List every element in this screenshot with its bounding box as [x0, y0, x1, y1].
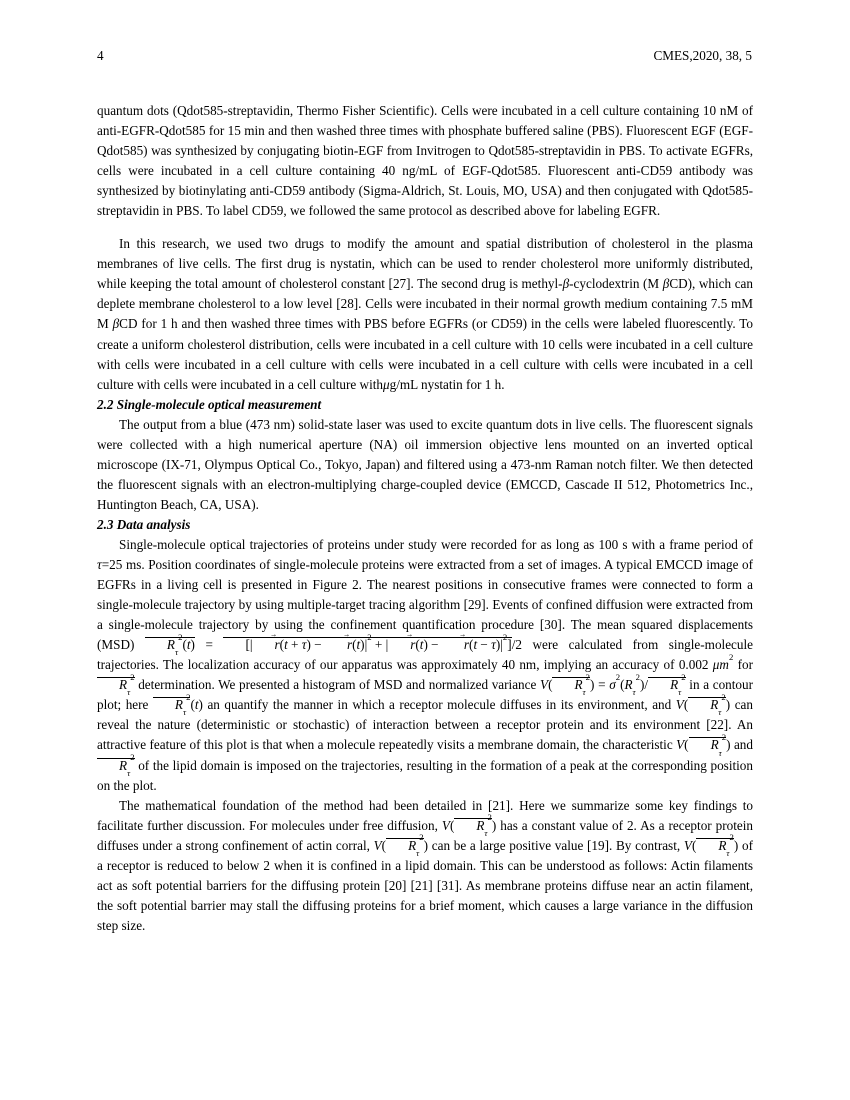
equals-sign: =	[205, 637, 213, 653]
open-paren: (	[415, 637, 420, 653]
exponent-two: 2	[615, 671, 621, 682]
exponent-two: 2	[721, 731, 727, 742]
para4-segment-5: determination. We presented a histogram of MSD and normalized variance	[134, 677, 541, 693]
open-paren: (	[449, 817, 455, 833]
para2-segment-2: -cyclodextrin (M	[569, 276, 663, 292]
open-paren: (	[279, 637, 285, 653]
mean-R-tau-squared	[688, 691, 726, 718]
variance-of-msd	[676, 731, 731, 758]
divide-by-two: /2	[511, 637, 522, 653]
open-paren: (	[469, 637, 474, 653]
t-symbol: t	[419, 637, 424, 653]
beta-symbol: β	[112, 316, 120, 332]
para5-segment-2: has a constant value of 2. As a receptor protein diffuses under a strong confinement of actin corral,	[97, 817, 753, 853]
exponent-two: 2	[728, 651, 734, 662]
para4-segment-4: for	[733, 657, 753, 673]
journal-reference: CMES,2020, 38, 5	[653, 48, 752, 63]
R-symbol: R	[119, 677, 128, 693]
R-symbol: R	[166, 637, 175, 653]
open-paren: (	[684, 737, 689, 753]
tau-subscript: τ	[484, 827, 488, 838]
tau-subscript: τ	[582, 687, 586, 698]
minus-sign: −	[431, 637, 439, 653]
tau-subscript: τ	[182, 707, 187, 718]
paragraph-optical-setup: The output from a blue (473 nm) solid-state laser was used to excite quantum dots in live cells. The fluorescent signals were collected with a high numerical aperture (NA) oil immersion objective lens mounted on an inverted optical microscope (IX-71, Olympus Optical Co., Tokyo, Japan) and filtered using a 473-nm Raman notch filter. We then detected the fluorescent signals with an electron-multiplying charge-coupled device (EMCCD, Cascade II 512, Photometrics Inc., Huntington Beach, CA, USA).	[97, 416, 753, 512]
msd-definition-formula	[145, 631, 522, 658]
para2-segment-4: CD for 1 h and then washed three times with PBS before EGFRs (or CD59) in the cells were labeled fluorescently. To create a uniform cholesterol distribution, cells were incubated in a cell culture with 10 cells were incubated in a cell culture with cells were incubated in a cell culture with cells were incubated in a cell culture with cells were incubated in a cell culture with	[97, 316, 753, 392]
R-symbol: R	[710, 697, 719, 713]
beta-symbol: β	[662, 276, 670, 292]
exponent-two: 2	[721, 691, 726, 702]
r-vector: r →	[325, 638, 352, 651]
plus-sign: +	[374, 637, 383, 653]
tau-symbol: τ	[491, 637, 496, 653]
para4-segment-9: and	[730, 737, 753, 753]
close-paren: )	[360, 637, 365, 653]
r-vector: r →	[388, 638, 415, 651]
para5-segment-1: The mathematical foundation of the method had been detailed in [21]. Here we summarize some key findings to facilitate further discussion. For molecules under free diffusion,	[97, 797, 753, 833]
plus-sign: +	[291, 637, 299, 653]
tau-subscript: τ	[416, 847, 420, 858]
division-slash: /	[644, 677, 649, 693]
exponent-two: 2	[487, 812, 492, 823]
close-paren: )	[198, 697, 203, 713]
open-paren: (	[352, 637, 357, 653]
tau-subscript: τ	[718, 747, 722, 758]
exponent-two: 2	[502, 631, 508, 642]
para4-segment-7: an quantify the manner in which a receptor molecule diffuses in its environment, and	[202, 697, 676, 713]
R-symbol: R	[119, 757, 128, 773]
V-symbol: V	[540, 677, 549, 693]
msd-expression-overline-group	[223, 631, 512, 653]
variance-of-msd	[675, 691, 731, 718]
variance-of-msd	[373, 832, 429, 858]
para5-segment-4: of a receptor is reduced to below 2 when it is confined in a lipid domain. This can be understood as follows: Actin filaments act as soft potential barriers for the diffusing protein [20] [21] [31]. As membrane proteins diffuse near an actin filament, the soft potential barrier may stall the diffusing proteins for a brief moment, which causes a large variance in the diffusion step size.	[97, 837, 753, 933]
mean-R-tau-squared	[689, 731, 727, 758]
t-symbol: t	[473, 637, 478, 653]
exponent-two: 2	[178, 631, 183, 642]
t-symbol: t	[186, 637, 191, 653]
body-text-column	[97, 101, 753, 936]
mu-symbol: μ	[383, 376, 390, 392]
exponent-two: 2	[729, 832, 734, 843]
sigma-symbol: σ	[609, 677, 616, 693]
tau-subscript: τ	[678, 687, 682, 698]
R-symbol: R	[574, 677, 583, 693]
minus-sign: −	[480, 637, 488, 653]
R-symbol: R	[408, 837, 417, 853]
para5-segment-3: can be a large positive value [19]. By contrast,	[428, 837, 684, 853]
para2-segment-6: g/mL nystatin for 1 h.	[389, 376, 505, 392]
para2-segment-5-break: cells were incubated in a cell culture with	[160, 376, 383, 392]
R-symbol: R	[174, 697, 183, 713]
open-paren: (	[381, 837, 387, 853]
mean-R-tau-squared	[454, 812, 492, 838]
tau-subscript: τ	[127, 687, 131, 698]
minus-sign: −	[314, 637, 322, 653]
open-paren: (	[620, 677, 625, 693]
open-paren: (	[182, 637, 187, 653]
page-number: 4	[97, 48, 104, 63]
running-head	[97, 48, 752, 64]
equals-sign: =	[598, 677, 606, 693]
tau-subscript: τ	[632, 687, 636, 698]
exponent-two: 2	[130, 671, 135, 682]
close-paren: )	[590, 677, 595, 693]
close-paren: )	[725, 697, 731, 713]
para4-segment-10: of the lipid domain is imposed on the trajectories, resulting in the formation of a peak at the corresponding position on the plot.	[97, 757, 753, 793]
para4-segment-2: =25 ms. Position coordinates of single-molecule proteins were extracted from a set of images. A typical EMCCD image of EGFRs in a living cell is presented in Figure 2. The nearest positions in consecutive frames were connected to form a single-molecule trajectory by using multiple-target tracing algorithm [29]. Events of confined diffusion were extracted from a single-molecule trajectory by using the confinement quantification procedure [30]. The mean squared displacements (MSD)	[97, 557, 753, 653]
paragraph-math-foundation	[97, 796, 753, 936]
tau-subscript: τ	[174, 647, 179, 658]
abs-bar: |	[364, 637, 368, 653]
open-paren: (	[691, 837, 697, 853]
paragraph-drug-treatment	[97, 234, 753, 394]
mu-symbol: μ	[712, 657, 720, 673]
mean-R-tau-squared	[386, 832, 424, 858]
para2-segment-3: CD), which can deplete membrane cholesterol to a low level [28]. Cells were incubated in their normal growth medium containing 7.5 mM M	[97, 276, 754, 332]
R-symbol: R	[710, 737, 719, 753]
open-paren: (	[548, 677, 553, 693]
paragraph-data-analysis	[97, 535, 753, 796]
V-symbol: V	[683, 837, 692, 853]
close-paren: )	[423, 637, 428, 653]
paragraph-materials-labeling: quantum dots (Qdot585-streptavidin, Thermo Fisher Scientific). Cells were incubated in a cell culture containing 10 nM of anti-EGFR-Qdot585 for 15 min and then washed three times with phosphate buffered saline (PBS). Fluorescent EGF (EGF-Qdot585) was synthesized by conjugating biotin-EGF from Invitrogen to Qdot585-streptavidin in PBS. To activate EGFRs, cells were incubated in a cell culture containing 40 ng/mL of EGF-Qdot585. Fluorescent anti-CD59 antibody was synthesized by biotinylating anti-CD59 antibody (Sigma-Aldrich, St. Louis, MO, USA) and then conjugated with Qdot585-streptavidin in PBS. To label CD59, we followed the same protocol as described above for labeling EGFR.	[97, 103, 753, 219]
mean-R-tau-squared	[97, 751, 135, 778]
para4-segment-1: Single-molecule optical trajectories of proteins under study were recorded for as long as 100 s with a frame period of	[119, 536, 753, 552]
r-vector: r →	[442, 638, 469, 651]
tau-symbol: τ	[97, 557, 102, 573]
close-paren: )	[495, 637, 501, 653]
close-paren: )	[733, 837, 739, 853]
t-symbol: t	[194, 697, 199, 713]
msd-overline-group	[145, 631, 195, 658]
R-symbol: R	[718, 837, 727, 853]
R-symbol: R	[476, 817, 485, 833]
t-symbol: t	[356, 637, 361, 653]
para4-segment-8: can reveal the nature (deterministic or stochastic) of interaction between a receptor protein and its environment [22]. An attractive feature of this plot is that when a molecule repeatedly visits a membrane domain, the characteristic	[97, 697, 753, 753]
beta-symbol: β	[562, 276, 570, 292]
V-symbol: V	[373, 837, 382, 853]
exponent-two: 2	[419, 832, 424, 843]
variance-definition-formula	[540, 671, 686, 698]
R-symbol: R	[670, 677, 679, 693]
exponent-two: 2	[130, 751, 135, 762]
mean-R-tau-squared	[696, 832, 734, 858]
R-symbol: R	[624, 677, 633, 693]
close-paren: )	[306, 637, 311, 653]
tau-symbol: τ	[301, 637, 307, 653]
tau-subscript: τ	[718, 707, 722, 718]
tau-subscript: τ	[127, 767, 131, 778]
close-bracket: ]	[507, 637, 512, 653]
V-symbol: V	[676, 737, 685, 753]
exponent-two: 2	[681, 671, 686, 682]
exponent-two: 2	[186, 691, 191, 702]
open-paren: (	[683, 697, 689, 713]
close-paren: )	[726, 737, 731, 753]
close-paren: )	[491, 817, 497, 833]
abs-bar: |	[249, 637, 253, 653]
msd-of-t	[153, 691, 203, 718]
mean-R-tau-squared	[97, 671, 135, 698]
variance-of-msd	[441, 812, 497, 838]
V-symbol: V	[441, 817, 450, 833]
section-heading-2-3: 2.3 Data analysis	[97, 516, 191, 532]
para2-segment-1: In this research, we used two drugs to modify the amount and spatial distribution of cholesterol in the plasma membranes of live cells. The first drug is nystatin, which can be used to render cholesterol more uniformly distributed, while keeping the total amount of cholesterol constant [27]. The second drug is methyl-	[97, 236, 753, 292]
exponent-two: 2	[367, 631, 372, 642]
abs-bar: |	[500, 637, 503, 653]
r-vector: r →	[253, 638, 280, 651]
para4-segment-3: were calculated from single-molecule trajectories. The localization accuracy of our apparatus was approximately 40 nm, implying an accuracy of 0.002	[97, 637, 754, 673]
para4-segment-6: in a contour plot; here	[97, 677, 754, 713]
mean-R-tau-squared	[648, 671, 686, 698]
mean-R-tau-squared	[153, 691, 191, 718]
exponent-two: 2	[635, 671, 641, 682]
m-symbol: m	[719, 657, 729, 673]
variance-of-msd	[683, 832, 739, 858]
close-paren: )	[640, 677, 645, 693]
open-paren: (	[190, 697, 195, 713]
close-paren: )	[190, 637, 195, 653]
close-paren: )	[423, 837, 429, 853]
exponent-two: 2	[585, 671, 591, 682]
mean-R-tau-squared	[552, 671, 591, 698]
V-symbol: V	[675, 697, 684, 713]
t-symbol: t	[284, 637, 288, 653]
section-heading-2-2: 2.2 Single-molecule optical measurement	[97, 396, 322, 412]
tau-subscript: τ	[726, 847, 730, 858]
open-bracket: [	[245, 637, 250, 653]
abs-bar: |	[385, 637, 389, 653]
